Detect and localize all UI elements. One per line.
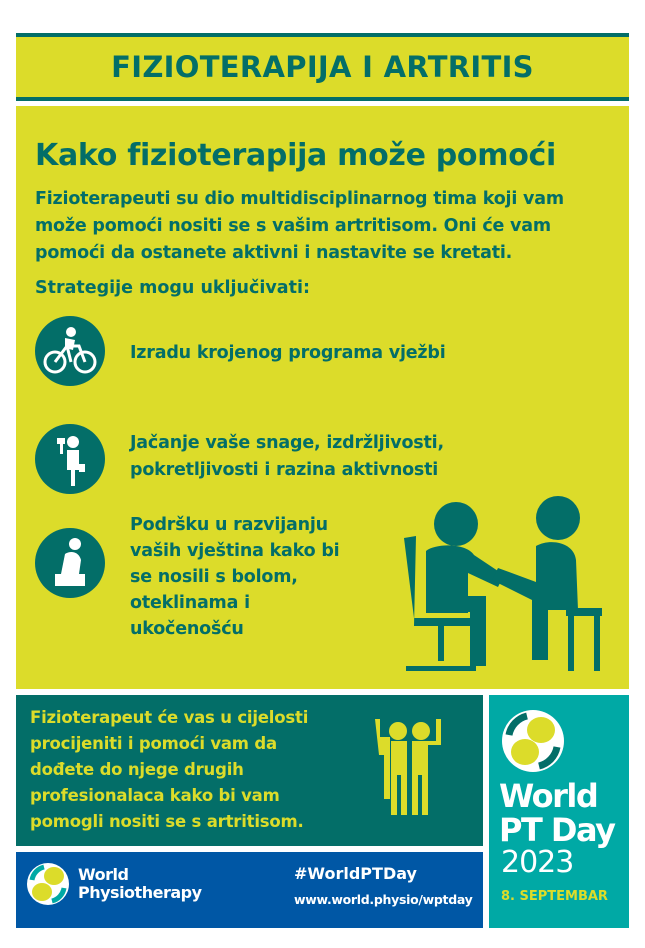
event-title <box>499 779 614 847</box>
strategy-item <box>130 340 446 367</box>
event-panel <box>489 695 629 928</box>
event-date: 8. SEPTEMBAR <box>501 889 608 904</box>
website-link[interactable]: www.world.physio/wptday <box>294 892 473 907</box>
assessment-panel <box>16 695 483 846</box>
strategy-text: Jačanje vaše snage, izdržljivosti, <box>130 433 444 453</box>
assessment-line: Fizioterapeut će vas u cijelosti <box>30 708 309 727</box>
org-name <box>78 866 202 902</box>
org-name-line: World <box>78 865 129 884</box>
assessment-line: dođete do njege drugih <box>30 760 244 779</box>
strategies-label: Strategije mogu uključivati: <box>35 278 310 298</box>
main-panel <box>16 106 629 689</box>
world-pt-day-logo-icon <box>501 709 565 773</box>
section-heading: Kako fizioterapija može pomoći <box>35 138 556 173</box>
hashtag: #WorldPTDay <box>294 864 417 883</box>
world-physiotherapy-logo-icon <box>26 862 70 906</box>
cyclist-icon <box>35 316 105 386</box>
event-year: 2023 <box>501 845 574 880</box>
intro-text: Fizioterapeuti su dio multidisciplinarnog tima koji vam može pomoći nositi se s vašim artritisom. Oni će vam pomoći da ostanete aktivni i nastavite se kretati. <box>35 189 564 263</box>
strategy-text: oteklinama i <box>130 593 250 613</box>
event-title-line: World <box>499 777 598 815</box>
seated-person-icon <box>35 528 105 598</box>
strategy-text: vaših vještina kako bi <box>130 541 340 561</box>
strategy-item <box>130 512 339 642</box>
assessment-line: procijeniti i pomoći vam da <box>30 734 277 753</box>
dumbbell-person-icon <box>35 424 105 494</box>
page-title: FIZIOTERAPIJA I ARTRITIS <box>111 50 534 84</box>
assessment-line: pomogli nositi se s artritisom. <box>30 812 304 831</box>
strategy-text: Podršku u razvijanju <box>130 515 328 535</box>
footer-bar <box>16 852 483 928</box>
strategy-text: Izradu krojenog programa vježbi <box>130 343 446 363</box>
org-name-line: Physiotherapy <box>78 883 202 902</box>
assessment-line: profesionalaca kako bi vam <box>30 786 280 805</box>
therapist-patient-illustration <box>386 496 616 676</box>
event-title-line: PT Day <box>499 811 615 849</box>
assessment-text <box>30 705 308 835</box>
strategy-text: se nosili s bolom, <box>130 567 298 587</box>
strategy-text: ukočenošću <box>130 619 244 639</box>
strategy-text: pokretljivosti i razina aktivnosti <box>130 460 439 480</box>
title-banner <box>16 33 629 101</box>
strategy-item <box>130 430 444 484</box>
two-people-icon <box>371 715 451 825</box>
